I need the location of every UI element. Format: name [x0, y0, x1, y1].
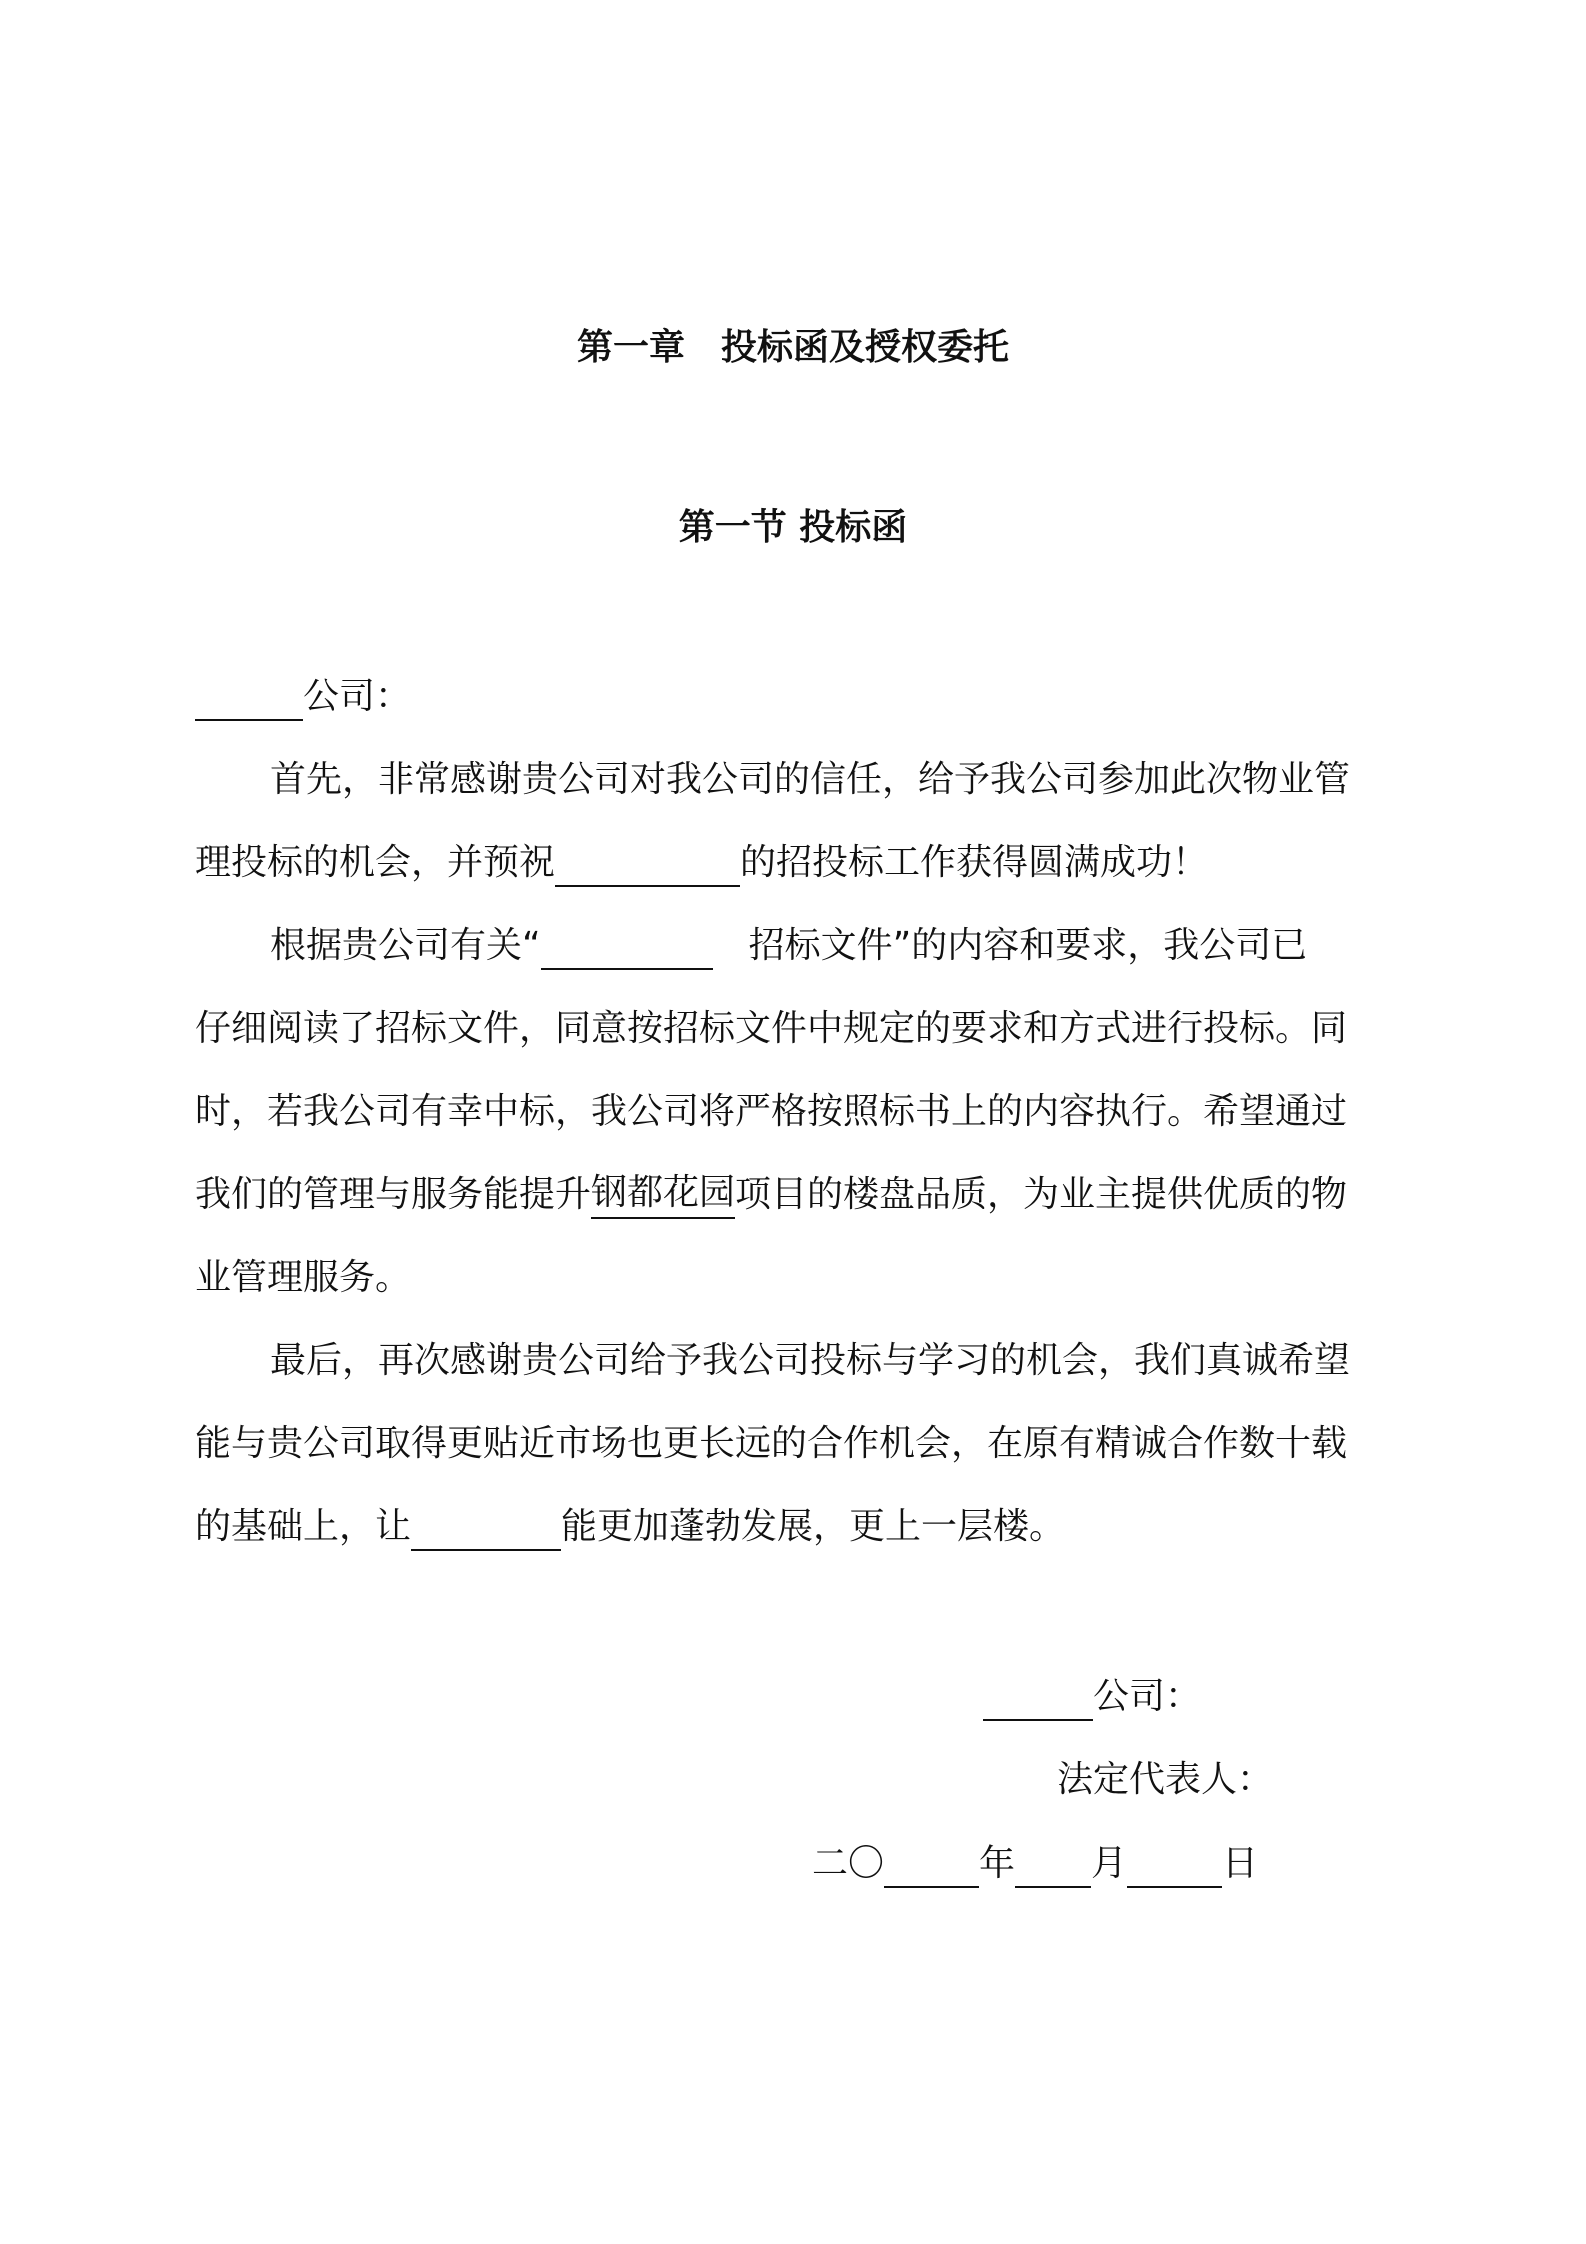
paragraph3-line3-text-b: 能更加蓬勃发展，更上一层楼。 [561, 1506, 1066, 1547]
tender-name-blank [541, 922, 713, 970]
paragraph2-line1 [270, 922, 1307, 970]
signature-company-blank [983, 1673, 1093, 1721]
section-title: 第一节 投标函 [678, 507, 908, 548]
day-label: 日 [1222, 1843, 1259, 1884]
recipient-blank [555, 839, 740, 887]
paragraph1-line2-text-b: 的招投标工作获得圆满成功！ [740, 842, 1209, 883]
month-blank [1015, 1840, 1091, 1888]
paragraph2-line4 [195, 1171, 1347, 1219]
project-name: 钢都花园 [591, 1171, 735, 1219]
paragraph2-line1-text-b: 招标文件”的内容和要求，我公司已 [748, 925, 1308, 966]
paragraph3-line3 [195, 1503, 1065, 1551]
paragraph3-line3-text-a: 的基础上，让 [195, 1506, 412, 1547]
legal-representative: 法定代表人： [1057, 1759, 1274, 1800]
paragraph3-line1: 最后，再次感谢贵公司给予我公司投标与学习的机会，我们真诚希望 [270, 1340, 1351, 1381]
date-prefix: 二〇 [812, 1843, 885, 1884]
paragraph3-line2: 能与贵公司取得更贴近市场也更长远的合作机会，在原有精诚合作数十载 [195, 1423, 1348, 1464]
day-blank [1127, 1840, 1222, 1888]
year-blank [884, 1840, 979, 1888]
paragraph2-line1-text-a: 根据贵公司有关“ [270, 925, 541, 966]
paragraph2-line2: 仔细阅读了招标文件，同意按招标文件中规定的要求和方式进行投标。同 [195, 1008, 1348, 1049]
paragraph2-line4-text-a: 我们的管理与服务能提升 [195, 1174, 592, 1215]
paragraph2-line3: 时，若我公司有幸中标，我公司将严格按照标书上的内容执行。希望通过 [195, 1091, 1348, 1132]
signature-company-suffix: 公司： [1093, 1676, 1202, 1717]
month-label: 月 [1091, 1843, 1128, 1884]
paragraph1-line2-text-a: 理投标的机会，并预祝 [195, 842, 556, 883]
salutation-suffix: 公司： [303, 676, 412, 717]
paragraph1-line1: 首先，非常感谢贵公司对我公司的信任，给予我公司参加此次物业管 [270, 759, 1351, 800]
year-label: 年 [979, 1843, 1016, 1884]
paragraph2-line4-text-b: 项目的楼盘品质，为业主提供优质的物 [735, 1174, 1348, 1215]
company-name-blank [195, 673, 303, 721]
signature-company [983, 1673, 1201, 1721]
chapter-title: 第一章 投标函及授权委托 [576, 327, 1009, 368]
paragraph2-line5: 业管理服务。 [195, 1257, 412, 1298]
company-blank [411, 1503, 561, 1551]
signature-date [812, 1840, 1258, 1888]
paragraph1-line2 [195, 839, 1208, 887]
salutation [195, 673, 411, 721]
